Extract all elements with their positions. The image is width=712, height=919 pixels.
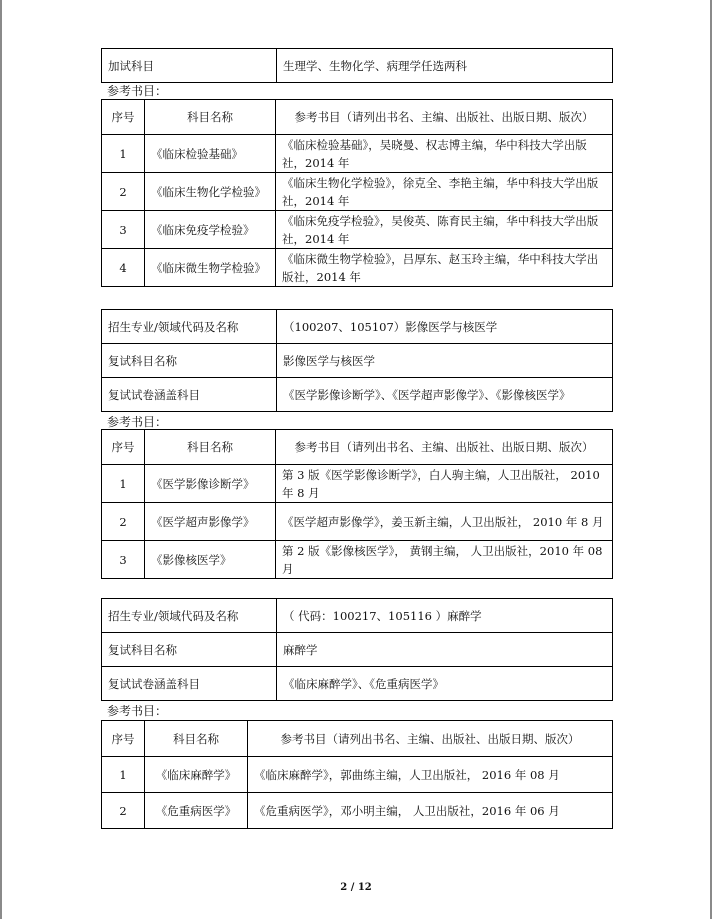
- table-row: [102, 211, 613, 249]
- row-subject: 《影像核医学》: [145, 541, 276, 579]
- row-subject: 《医学超声影像学》: [145, 503, 276, 541]
- page-number: 2 / 12: [340, 882, 372, 893]
- row-ref: 《临床免疫学检验》，吴俊英、陈育民主编，华中科技大学出版社，2014 年: [276, 211, 613, 249]
- row-no: 1: [102, 757, 145, 793]
- row-subject: 《危重病医学》: [145, 793, 248, 829]
- retest-coverage-value: 《医学影像诊断学》、《医学超声影像学》、《影像核医学》: [277, 378, 613, 412]
- exam-subject-table: [101, 48, 613, 83]
- row-ref: 《临床检验基础》，吴晓曼、权志博主编，华中科技大学出版社，2014 年: [276, 135, 613, 173]
- row-ref: 《危重病医学》，邓小明主编， 人卫出版社，2016 年 06 月: [248, 793, 613, 829]
- col-header-subject: 科目名称: [145, 721, 248, 757]
- major-code-value: （ 代码：100217、105116 ）麻醉学: [277, 599, 613, 633]
- row-no: 2: [102, 793, 145, 829]
- exam-subject-label: 加试科目: [102, 49, 277, 83]
- ref-books-label: 参考书目：: [107, 415, 168, 429]
- retest-subject-label: 复试科目名称: [102, 344, 277, 378]
- row-ref: 《医学超声影像学》，姜玉新主编，人卫出版社， 2010 年 8 月: [276, 503, 613, 541]
- row-subject: 《临床检验基础》: [145, 135, 276, 173]
- retest-coverage-label: 复试试卷涵盖科目: [102, 667, 277, 701]
- col-header-no: 序号: [102, 721, 145, 757]
- table-row: [102, 503, 613, 541]
- table-row: [102, 249, 613, 287]
- major-info-table: [101, 309, 613, 412]
- row-subject: 《临床生物化学检验》: [145, 173, 276, 211]
- row-no: 3: [102, 211, 145, 249]
- table-row: [102, 757, 613, 793]
- row-ref: 《临床麻醉学》，郭曲练主编，人卫出版社， 2016 年 08 月: [248, 757, 613, 793]
- ref-books-label: 参考书目：: [107, 704, 168, 718]
- page-left-edge: [0, 0, 2, 919]
- row-subject: 《临床麻醉学》: [145, 757, 248, 793]
- col-header-no: 序号: [102, 100, 145, 135]
- row-subject: 《医学影像诊断学》: [145, 465, 276, 503]
- ref-books-table: [101, 429, 613, 579]
- table-row: [102, 465, 613, 503]
- ref-books-table: [101, 720, 613, 829]
- row-no: 4: [102, 249, 145, 287]
- row-no: 2: [102, 173, 145, 211]
- row-subject: 《临床免疫学检验》: [145, 211, 276, 249]
- major-code-label: 招生专业/领域代码及名称: [102, 599, 277, 633]
- retest-subject-value: 麻醉学: [277, 633, 613, 667]
- col-header-ref: 参考书目（请列出书名、主编、出版社、出版日期、版次）: [276, 430, 613, 465]
- col-header-subject: 科目名称: [145, 100, 276, 135]
- row-no: 1: [102, 135, 145, 173]
- col-header-ref: 参考书目（请列出书名、主编、出版社、出版日期、版次）: [248, 721, 613, 757]
- row-no: 2: [102, 503, 145, 541]
- row-subject: 《临床微生物学检验》: [145, 249, 276, 287]
- table-row: [102, 173, 613, 211]
- table-row: [102, 541, 613, 579]
- row-ref: 第 3 版《医学影像诊断学》，白人驹主编，人卫出版社， 2010 年 8 月: [276, 465, 613, 503]
- col-header-ref: 参考书目（请列出书名、主编、出版社、出版日期、版次）: [276, 100, 613, 135]
- retest-coverage-value: 《临床麻醉学》、《危重病医学》: [277, 667, 613, 701]
- table-row: [102, 135, 613, 173]
- ref-books-table: [101, 99, 613, 287]
- col-header-subject: 科目名称: [145, 430, 276, 465]
- retest-subject-label: 复试科目名称: [102, 633, 277, 667]
- col-header-no: 序号: [102, 430, 145, 465]
- table-row: [102, 793, 613, 829]
- row-no: 1: [102, 465, 145, 503]
- major-info-table: [101, 598, 613, 701]
- row-ref: 《临床生物化学检验》，徐克全、李艳主编，华中科技大学出版社，2014 年: [276, 173, 613, 211]
- major-code-label: 招生专业/领域代码及名称: [102, 310, 277, 344]
- major-code-value: （100207、105107）影像医学与核医学: [277, 310, 613, 344]
- ref-books-label: 参考书目：: [107, 84, 168, 98]
- row-no: 3: [102, 541, 145, 579]
- retest-subject-value: 影像医学与核医学: [277, 344, 613, 378]
- exam-subject-value: 生理学、生物化学、病理学任选两科: [277, 49, 613, 83]
- row-ref: 《临床微生物学检验》，吕厚东、赵玉玲主编，华中科技大学出版社，2014 年: [276, 249, 613, 287]
- row-ref: 第 2 版《影像核医学》， 黄钢主编， 人卫出版社，2010 年 08 月: [276, 541, 613, 579]
- retest-coverage-label: 复试试卷涵盖科目: [102, 378, 277, 412]
